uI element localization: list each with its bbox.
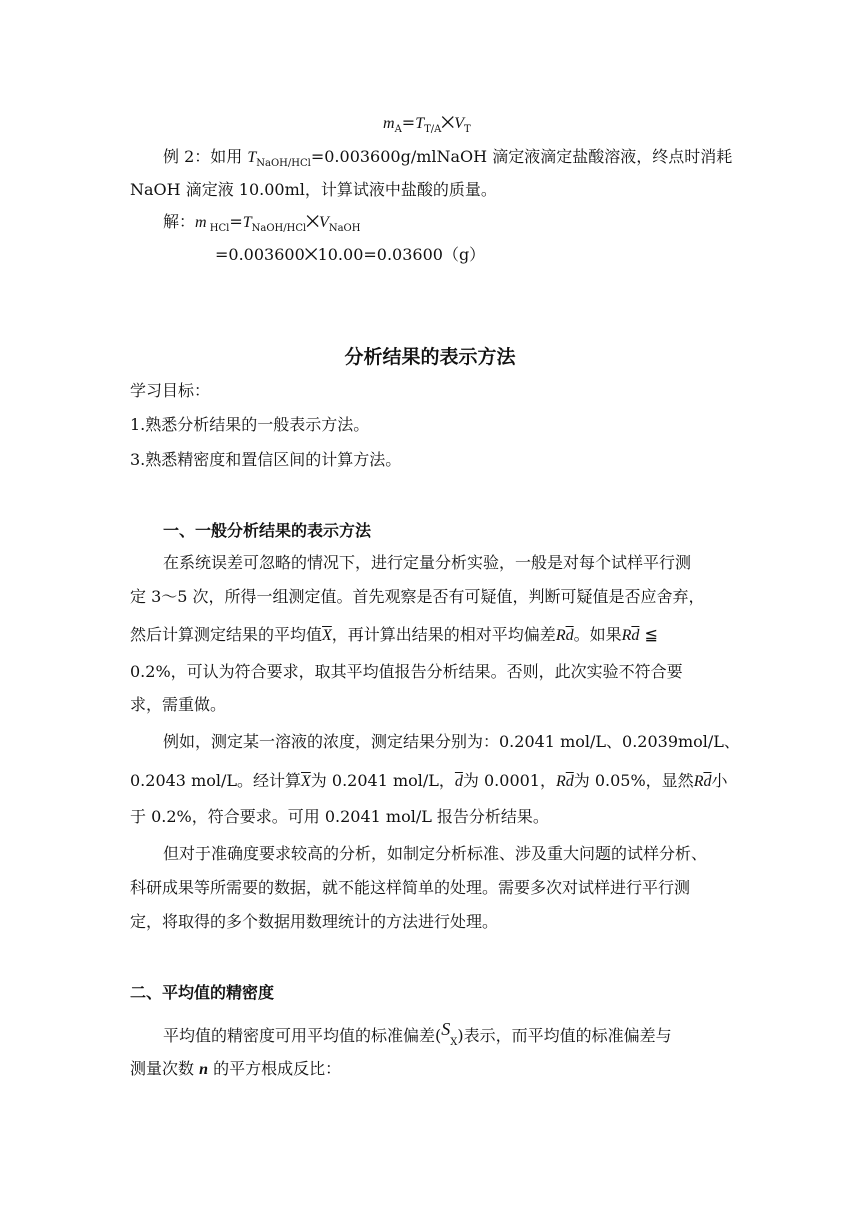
section-title: 分析结果的表示方法 bbox=[344, 346, 516, 368]
s1-p1-line1: 在系统误差可忽略的情况下，进行定量分析实验，一般是对每个试样平行测 bbox=[163, 553, 692, 572]
s1-p1-line5: 求，需重做。 bbox=[130, 695, 227, 714]
objective-item-1: 1.熟悉分析结果的一般表示方法。 bbox=[130, 415, 370, 434]
s2-p1-line2: 测量次数 n 的平方根成反比： bbox=[130, 1059, 342, 1078]
s1-p3-line1: 但对于准确度要求较高的分析，如制定分析标准、涉及重大问题的试样分析、 bbox=[163, 844, 708, 863]
s1-p3-line2: 科研成果等所需要的数据，就不能这样简单的处理。需要多次对试样进行平行测 bbox=[130, 878, 691, 897]
objective-item-3: 3.熟悉精密度和置信区间的计算方法。 bbox=[130, 450, 402, 469]
s1-p2-line1: 例如，测定某一溶液的浓度，测定结果分别为：0.2041 mol/L、0.2039mol/L、 bbox=[163, 732, 740, 751]
s1-p1-line4: 0.2%，可认为符合要求，取其平均值报告分析结果。否则，此次实验不符合要 bbox=[130, 662, 683, 681]
s1-p1-line3: 然后计算测定结果的平均值$\overline{X}$，再计算出结果的相对平均偏差$R\overline{d}$。如果$R\overline{d}$ ≦ bbox=[130, 625, 658, 644]
s1-p2-line3: 于 0.2%，符合要求。可用 0.2041 mol/L 报告分析结果。 bbox=[130, 807, 549, 826]
section1-heading: 一、一般分析结果的表示方法 bbox=[163, 521, 372, 540]
example2-line1: 例 2：如用 $T_{NaOH/HCl}=0.003600g$/mlNaOH 滴定液滴定盐酸溶液，终点时消耗 bbox=[163, 147, 733, 170]
s1-p3-line3: 定，将取得的多个数据用数理统计的方法进行处理。 bbox=[130, 912, 499, 931]
s1-p1-line2: 定 3～5 次，所得一组测定值。首先观察是否有可疑值，判断可疑值是否应舍弃， bbox=[130, 587, 705, 606]
objectives-heading: 学习目标： bbox=[130, 381, 211, 400]
s1-p2-line2: 0.2043 mol/L。经计算$\overline{X}$为 0.2041 mol/L，$\overline{d}$为 0.0001，$R\overline{d}$为 0.05%，显然$R\overline{d}$小 bbox=[130, 771, 728, 790]
solution-line1: 解：m $_{HCl}=T_{NaOH/HCl}⨉V_{NaOH}$ bbox=[163, 212, 361, 235]
formula-ma: $m_A=T_{T/A}⨉V_T$ bbox=[383, 113, 471, 136]
solution-line2: =0.003600⨉10.00=0.03600（g） bbox=[215, 245, 486, 264]
example2-line2: NaOH 滴定液 10.00ml，计算试液中盐酸的质量。 bbox=[130, 180, 497, 199]
section2-heading: 二、平均值的精密度 bbox=[130, 983, 275, 1002]
s2-p1-line1: 平均值的精密度可用平均值的标准偏差$(S_X)$表示，而平均值的标准偏差与 bbox=[163, 1019, 672, 1049]
